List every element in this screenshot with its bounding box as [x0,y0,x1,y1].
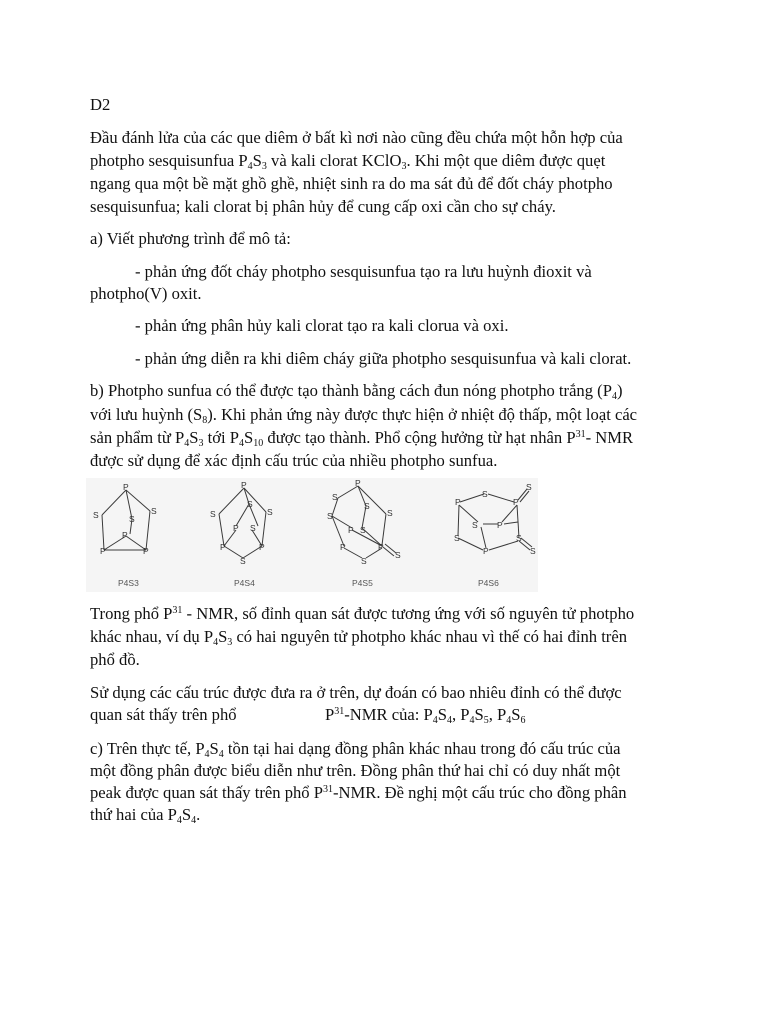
part-a-item-3: - phản ứng diễn ra khi diêm cháy giữa photpho sesquisunfua và kali clorat. [135,349,632,368]
nmr-line-3: phổ đồ. [90,650,140,669]
atom-s: S [526,482,532,492]
structure-p4s5 [327,478,401,588]
atom-p: P [497,520,503,530]
caption-p4s5: P4S5 [352,578,373,588]
atom-p: P [100,546,106,556]
atom-s: S [250,523,256,533]
atom-p: P [123,482,129,492]
part-a-title: a) Viết phương trình để mô tả: [90,229,291,248]
atom-s: S [151,506,157,516]
atom-s: S [530,546,536,556]
atom-s: S [247,499,253,509]
part-a-item-1-line-1: - phản ứng đốt cháy photpho sesquisunfua tạo ra lưu huỳnh đioxit và [135,262,592,281]
atom-s: S [240,556,246,566]
atom-p: P [122,530,128,540]
atom-p: P [233,523,239,533]
structures-svg [86,478,538,592]
bond-line [219,488,244,514]
bond-line [102,490,126,515]
intro-line-2: photpho sesquisunfua $P_4S_3$ và kali clorat KClO$_3$. Khi một que diêm được quẹt [90,151,606,172]
atom-s: S [332,492,338,502]
problem-heading: D2 [90,95,111,114]
intro-line-1: Đầu đánh lửa của các que diêm ở bất kì nơi nào cũng đều chứa một hỗn hợp của [90,128,623,147]
atom-p: P [483,546,489,556]
structure-p4s3 [93,482,157,588]
caption-p4s3: P4S3 [118,578,139,588]
bond-line [146,511,150,550]
atom-p: P [220,542,226,552]
bond-line [460,494,484,502]
atom-s: S [516,533,522,543]
atom-s: S [364,501,370,511]
bond-line [358,486,386,514]
atom-s: S [361,556,367,566]
atom-p: P [340,542,346,552]
predict-line-2b: $P^{31}$-NMR của: $P_4S_4$, $P_4S_5$, $P_4S_6$ [325,705,526,726]
bond-line [488,494,514,502]
nmr-line-1: Trong phổ $P^{31}$ - NMR, số đỉnh quan sát được tương ứng với số nguyên tử photpho [90,604,635,623]
part-c-line-1: c) Trên thực tế, $P_4S_4$ tồn tại hai dạng đồng phân khác nhau trong đó cấu trúc của [90,739,621,760]
atom-s: S [267,507,273,517]
structure-p4s6 [454,482,536,588]
atom-s: S [210,509,216,519]
atom-s: S [472,520,478,530]
part-b-line-2: với lưu huỳnh $(S_8)$. Khi phản ứng này được thực hiện ở nhiệt độ thấp, một loạt các [90,405,638,426]
atom-s: S [454,533,460,543]
atom-p: P [378,542,384,552]
predict-line-2a: quan sát thấy trên phổ [90,705,237,724]
part-c-line-3: peak được quan sát thấy trên phổ $P^{31}$-NMR. Đề nghị một cấu trúc cho đồng phân [90,783,627,802]
atom-p: P [513,497,519,507]
caption-p4s4: P4S4 [234,578,255,588]
atom-p: P [455,497,461,507]
bond-line [102,515,104,550]
part-a-item-2: - phản ứng phân hủy kali clorat tạo ra kali clorua và oxi. [135,316,509,335]
part-b-line-3: sản phẩm từ $P_4S_3$ tới $P_4S_{10}$ được tạo thành. Phổ cộng hưởng từ hạt nhân $P^{31}-$ NMR [90,428,634,449]
structure-p4s4 [210,480,273,588]
nmr-line-2: khác nhau, ví dụ $P_4S_3$ có hai nguyên tử photpho khác nhau vì thế có hai đỉnh trên [90,627,627,648]
atom-s: S [482,489,488,499]
atom-s: S [327,511,333,521]
bond-line [502,505,517,522]
phosphorus-sulfide-structures-figure [86,478,538,592]
predict-line-1: Sử dụng các cấu trúc được đưa ra ở trên, dự đoán có bao nhiêu đỉnh có thể được [90,683,622,702]
atom-s: S [93,510,99,520]
atom-p: P [348,525,354,535]
bond-line [489,541,518,550]
intro-line-4: sesquisunfua; kali clorat bị phân hủy để cung cấp oxi cần cho sự cháy. [90,197,556,216]
atom-s: S [387,508,393,518]
bond-line [383,547,394,556]
part-c-line-2: một đồng phân được biểu diễn như trên. Đồng phân thứ hai chỉ có duy nhất một [90,761,621,780]
part-c-line-4: thứ hai của $P_4S_4$. [90,805,201,826]
atom-s: S [395,550,401,560]
intro-line-3: ngang qua một bề mặt ghồ ghề, nhiệt sinh ra do ma sát đủ để đốt cháy photpho [90,174,613,193]
atom-p: P [241,480,247,490]
atom-p: P [355,478,361,488]
atom-p: P [259,542,265,552]
atom-p: P [143,546,149,556]
bond-line [458,538,483,550]
part-b-line-1: b) Photpho sunfua có thể được tạo thành bằng cách đun nóng photpho trắng $(P_4)$ [90,381,623,402]
part-a-item-1-line-2: photpho(V) oxit. [90,284,202,303]
atom-s: S [129,514,135,524]
bond-line [481,527,486,548]
atom-s: S [360,525,366,535]
bond-line [344,548,362,558]
caption-p4s6: P4S6 [478,578,499,588]
bond-line [382,514,386,545]
bond-line [458,505,459,536]
bond-line [262,512,266,546]
bond-line [504,522,518,524]
part-b-line-4: được sử dụng để xác định cấu trúc của nhiều photpho sunfua. [90,451,498,470]
